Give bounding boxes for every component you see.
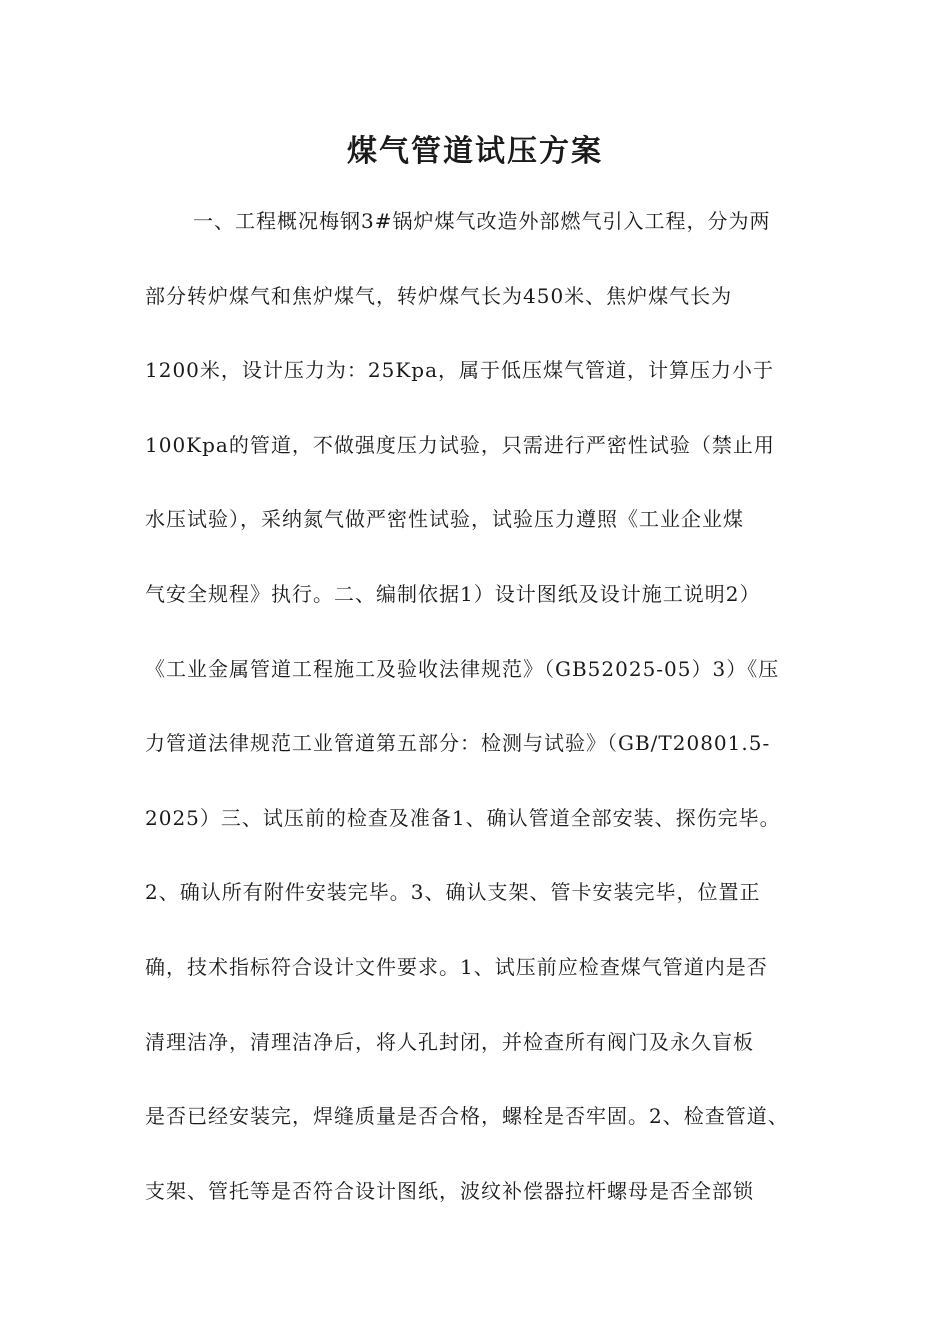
text-line: 2、确认所有附件安装完毕。3、确认支架、管卡安装完毕，位置正 [145, 880, 761, 905]
document-title: 煤气管道试压方案 [347, 134, 603, 169]
text-line: 100Kpa的管道，不做强度压力试验，只需进行严密性试验（禁止用 [145, 432, 775, 457]
text-line: 2025）三、试压前的检查及准备1、确认管道全部安装、探伤完毕。 [145, 805, 781, 830]
text-line: 力管道法律规范工业管道第五部分：检测与试验》（GB/T20801.5- [145, 731, 771, 756]
text-line: 气安全规程》执行。二、编制依据1）设计图纸及设计施工说明2） [145, 581, 761, 606]
text-line: 支架、管托等是否符合设计图纸，波纹补偿器拉杆螺母是否全部锁 [145, 1178, 754, 1203]
document-body [145, 199, 825, 1243]
text-line: 部分转炉煤气和焦炉煤气，转炉煤气长为450米、焦炉煤气长为 [145, 283, 733, 308]
text-line: 1200米，设计压力为：25Kpa，属于低压煤气管道，计算压力小于 [145, 358, 775, 383]
text-line: 水压试验），采纳氮气做严密性试验，试验压力遵照《工业企业煤 [145, 507, 744, 532]
text-line: 是否已经安装完，焊缝质量是否合格，螺栓是否牢固。2、检查管道、 [145, 1104, 789, 1129]
text-line: 一、工程概况梅钢3#锅炉煤气改造外部燃气引入工程，分为两 [193, 209, 771, 233]
text-line: 《工业金属管道工程施工及验收法律规范》（GB52025-05）3）《压 [145, 656, 780, 681]
text-line: 清理洁净，清理洁净后，将人孔封闭，并检查所有阀门及永久盲板 [145, 1029, 754, 1054]
text-line: 确，技术指标符合设计文件要求。1、试压前应检查煤气管道内是否 [145, 954, 768, 979]
